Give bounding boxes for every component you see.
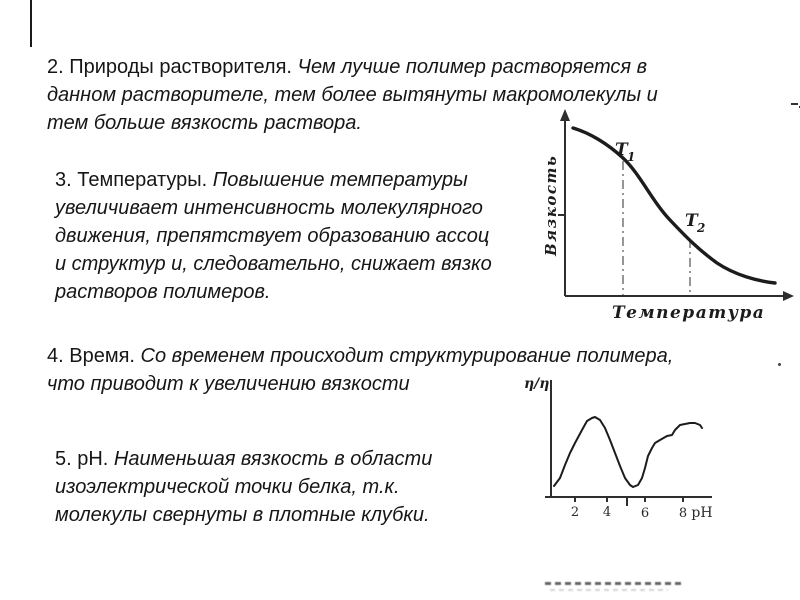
viscosity-temperature-curve	[573, 128, 775, 283]
y-axis-arrow	[560, 109, 570, 121]
t2-label: T	[685, 211, 698, 231]
text-line: и структур и, следовательно, снижает вязко	[55, 253, 492, 275]
list-number: 2. Природы растворителя.	[47, 56, 298, 78]
faded-text-smudge-artifact	[545, 582, 685, 585]
x-axis-arrow	[783, 291, 794, 301]
ph-chart-svg	[516, 370, 720, 520]
list-number: 3. Температуры.	[55, 169, 213, 191]
t2-subscript: 2	[697, 221, 706, 235]
ph-viscosity-chart	[516, 370, 720, 520]
tick-label-4: 4	[602, 505, 612, 520]
x-axis-label: pH	[691, 505, 713, 520]
t1-subscript: 1	[627, 150, 636, 164]
y-axis-label: Вязкость	[542, 154, 560, 256]
tick-label-2: 2	[570, 505, 580, 520]
text-line: молекулы свернуты в плотные клубки.	[55, 504, 430, 526]
dot-artifact	[778, 363, 781, 366]
text-line: увеличивает интенсивность молекулярного	[55, 197, 483, 219]
text-line: что приводит к увеличению вязкости	[47, 373, 410, 395]
text-line	[47, 53, 658, 81]
viscosity-ph-curve	[554, 417, 702, 487]
text-segment: Со временем происходит структурирование полимера,	[140, 345, 674, 367]
t1-label: T	[615, 140, 628, 160]
text-line: растворов полимеров.	[55, 281, 271, 303]
text-line	[47, 342, 673, 370]
text-line: тем больше вязкость раствора.	[47, 112, 362, 134]
paragraph-temperature	[55, 166, 492, 306]
list-number: 4. Время.	[47, 345, 141, 367]
paragraph-ph	[55, 445, 432, 529]
text-line: изоэлектрической точки белка, т.к.	[55, 476, 400, 498]
list-number: 5. pH.	[55, 448, 114, 470]
temperature-viscosity-chart	[540, 108, 800, 330]
temperature-chart-svg	[540, 108, 800, 330]
y-axis-label: η/η	[524, 376, 550, 392]
text-segment: Наименьшая вязкость в области	[113, 448, 433, 470]
left-edge-line-artifact	[30, 0, 32, 47]
text-segment: Повышение температуры	[212, 169, 468, 191]
text-line: движения, препятствует образованию ассоц	[55, 225, 490, 247]
text-line	[55, 166, 492, 194]
dash-artifact	[791, 103, 798, 105]
tick-label-8: 8	[678, 506, 688, 520]
text-segment: Чем лучше полимер растворяется в	[297, 56, 648, 78]
faded-text-smudge-artifact-2	[550, 589, 668, 591]
x-axis-label: Температура	[612, 303, 766, 323]
tick-label-6: 6	[640, 506, 650, 520]
text-line: данном растворителе, тем более вытянуты макромолекулы и	[47, 84, 658, 106]
text-line	[55, 445, 432, 473]
